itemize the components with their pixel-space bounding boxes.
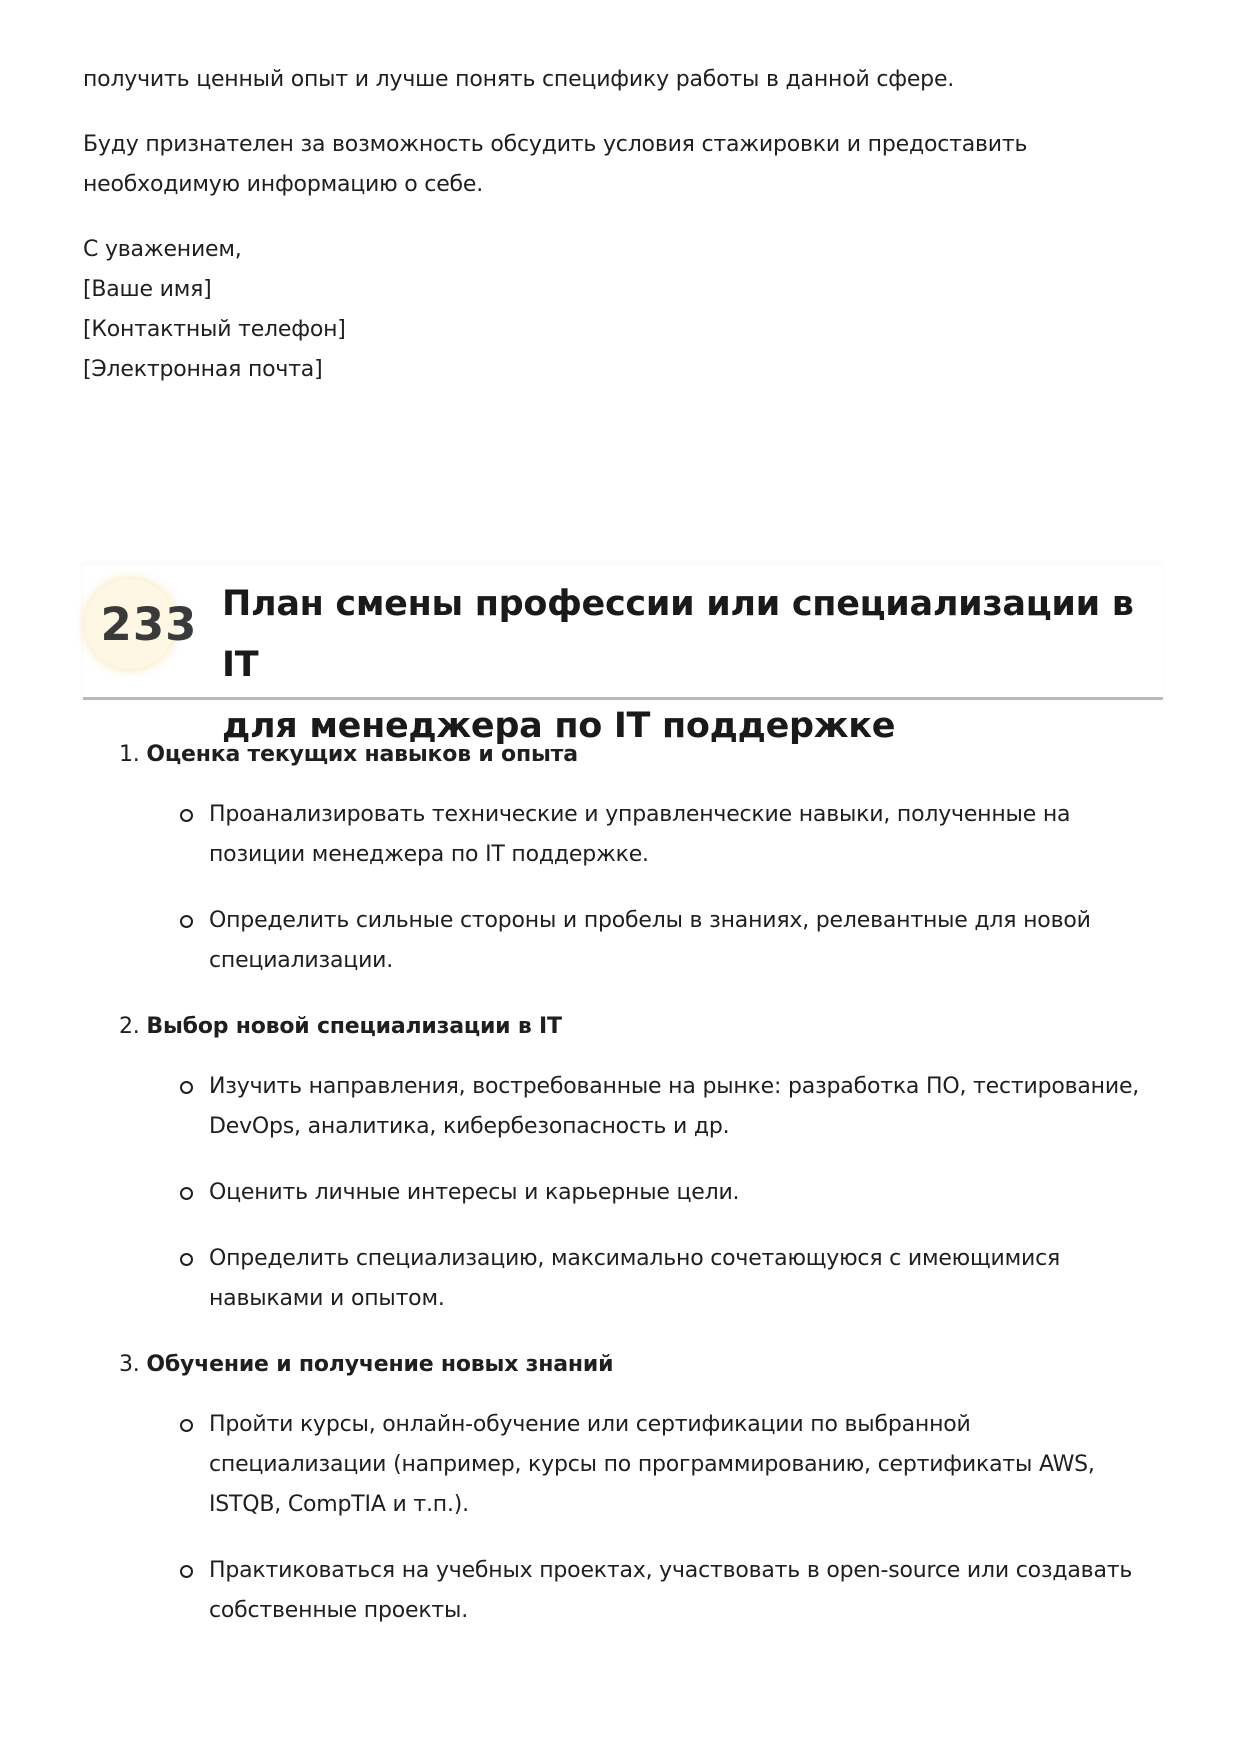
circle-bullet-icon [180, 1081, 193, 1094]
intro-paragraph-1 [83, 60, 1163, 100]
bullet-text-line: Практиковаться на учебных проектах, участвовать в open-source или создавать [209, 1558, 1133, 1583]
signature-closing: С уважением, [83, 237, 242, 262]
list-item [83, 1173, 1163, 1213]
section-title-line: для менеджера по IT поддержке [222, 706, 896, 746]
section-title-line: План смены профессии или специализации в IT [222, 584, 1134, 685]
circle-bullet-icon [180, 1253, 193, 1266]
letter-ending [83, 60, 1163, 390]
list-item [83, 1405, 1163, 1525]
circle-bullet-icon [180, 915, 193, 928]
signature-phone: [Контактный телефон] [83, 317, 346, 342]
circle-bullet-icon [180, 809, 193, 822]
plan-step-3 [83, 1345, 1163, 1631]
plan-step-2 [83, 1007, 1163, 1319]
bullet-text-line: DevOps, аналитика, кибербезопасность и др. [209, 1114, 730, 1139]
bullet-text-line: ISTQB, CompTIA и т.п.). [209, 1492, 469, 1517]
circle-bullet-icon [180, 1565, 193, 1578]
step-label: Обучение и получение новых знаний [146, 1352, 614, 1377]
step-heading [119, 735, 1163, 775]
section-title [222, 574, 1152, 757]
bullet-text-line: Оценить личные интересы и карьерные цели. [209, 1180, 740, 1205]
bullet-text-line: специализации. [209, 948, 394, 973]
intro-paragraph-2 [83, 125, 1163, 205]
bullet-text-line: Проанализировать технические и управленческие навыки, полученные на [209, 802, 1071, 827]
step-heading [119, 1007, 1163, 1047]
step-number: 1. [119, 742, 140, 767]
bullet-text-line: навыками и опытом. [209, 1286, 445, 1311]
list-item [83, 795, 1163, 875]
signature-email: [Электронная почта] [83, 357, 323, 382]
step-number: 3. [119, 1352, 140, 1377]
signature-block [83, 230, 1163, 390]
bullet-text-line: Определить специализацию, максимально сочетающуюся с имеющимися [209, 1246, 1061, 1271]
list-item [83, 901, 1163, 981]
plan-list [83, 735, 1163, 1657]
step-number: 2. [119, 1014, 140, 1039]
bullet-text-line: Изучить направления, востребованные на рынке: разработка ПО, тестирование, [209, 1074, 1140, 1099]
list-item [83, 1239, 1163, 1319]
text-line: необходимую информацию о себе. [83, 172, 484, 197]
section-number: 233 [100, 597, 198, 651]
bullet-text-line: собственные проекты. [209, 1598, 469, 1623]
bullet-text-line: позиции менеджера по IT поддержке. [209, 842, 649, 867]
circle-bullet-icon [180, 1187, 193, 1200]
text-line: Буду признателен за возможность обсудить условия стажировки и предоставить [83, 132, 1028, 157]
step-heading [119, 1345, 1163, 1385]
list-item [83, 1551, 1163, 1631]
step-label: Оценка текущих навыков и опыта [146, 742, 578, 767]
step-bullets [83, 1067, 1163, 1319]
text-line: получить ценный опыт и лучше понять специфику работы в данной сфере. [83, 67, 955, 92]
list-item [83, 1067, 1163, 1147]
circle-bullet-icon [180, 1419, 193, 1432]
step-bullets [83, 795, 1163, 981]
step-bullets [83, 1405, 1163, 1631]
bullet-text-line: Определить сильные стороны и пробелы в знаниях, релевантные для новой [209, 908, 1091, 933]
signature-name: [Ваше имя] [83, 277, 212, 302]
plan-step-1 [83, 735, 1163, 981]
bullet-text-line: специализации (например, курсы по программированию, сертификаты AWS, [209, 1452, 1095, 1477]
section-number-badge [85, 579, 198, 669]
step-label: Выбор новой специализации в IT [146, 1014, 562, 1039]
section-header [83, 565, 1163, 746]
bullet-text-line: Пройти курсы, онлайн-обучение или сертификации по выбранной [209, 1412, 971, 1437]
